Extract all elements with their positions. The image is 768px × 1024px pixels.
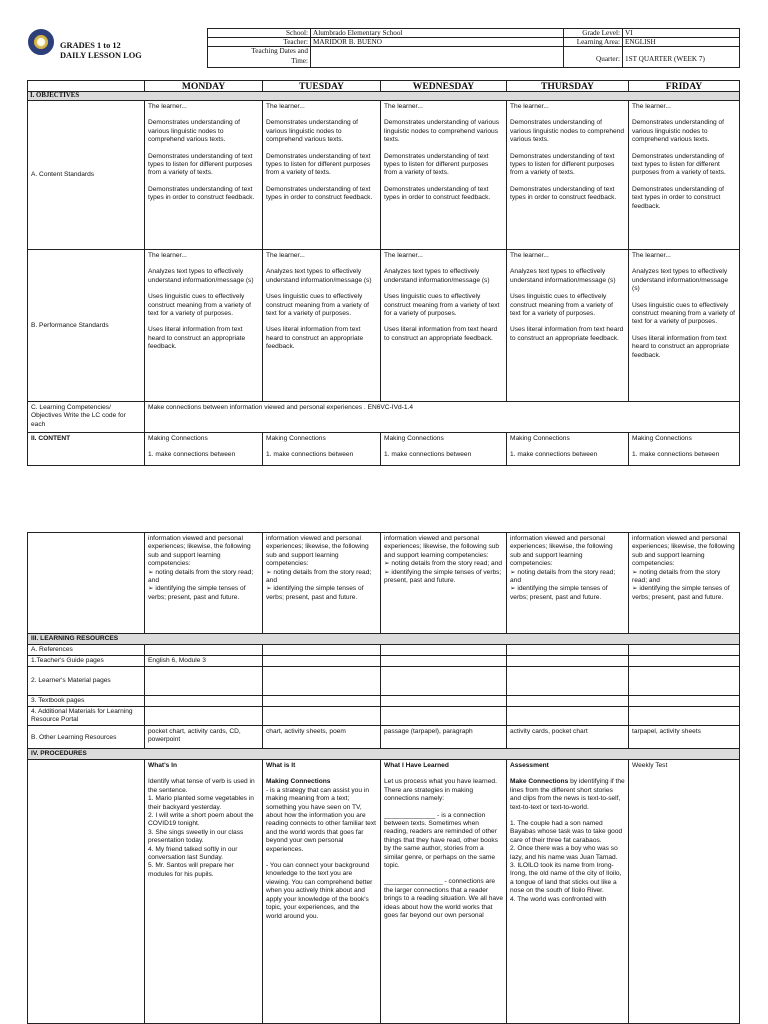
portal-label-cell: 4. Additional Materials for Learning Resource Portal bbox=[27, 706, 145, 726]
school-name: Alumbrado Elementary School bbox=[313, 29, 403, 37]
content-cont-friday: information viewed and personal experiences; likewise, the following sub and support learning competencies: ➢ noting details from the story read; and ➢ identifying the simple tenses of verbs; present, past and future. bbox=[628, 532, 740, 634]
lm-pages-thursday bbox=[506, 666, 629, 696]
content-cont-thursday: information viewed and personal experiences; likewise, the following sub and support learning competencies: ➢ noting details from the story read; and ➢ identifying the simple tenses of verbs; present, past and future. bbox=[506, 532, 629, 634]
objectives-band: I. OBJECTIVES bbox=[27, 91, 740, 101]
quarter-value-cell bbox=[622, 46, 740, 68]
competencies-label-cell: C. Learning Competencies/ Objectives Write the LC code for each bbox=[27, 401, 145, 433]
quarter: 1ST QUARTER (WEEK 7) bbox=[625, 55, 705, 63]
content-cont-tuesday: information viewed and personal experiences; likewise, the following sub and support learning competencies: ➢ noting details from the story read; and ➢ identifying the simple tenses of verbs; present, past and future. bbox=[262, 532, 381, 634]
thursday-proc-title: Assessment bbox=[510, 762, 549, 769]
portal-wednesday bbox=[380, 706, 507, 726]
references-label-cell: A. References bbox=[27, 644, 145, 656]
friday-proc-title: Weekly Test bbox=[632, 762, 668, 769]
procedures-tuesday: What is It Making Connections - is a strategy that can assist you in making meaning from a text; something you have seen on TV, about how the information you are reading connects to other familiar text and the world words that goes far beyond your own personal experiences. - You can connect your background knowledge to the text you are viewing. You can comprehend better when you actively think about and apply your knowledge of the book's topic, your experiences, and the world around you. bbox=[262, 759, 381, 1024]
content-cont-label-cell bbox=[27, 532, 145, 634]
school-label-cell: School: bbox=[207, 28, 311, 38]
performance-standards-wednesday: The learner... Analyzes text types to effectively understand information/message (s) Uses linguistic cues to effectively construct meaning from a variety of text for a variety of purposes. Uses literal information from text heard to construct an appropriate feedback. bbox=[380, 249, 507, 402]
procedures-thursday: Assessment Make Connections by identifying if the lines from the different short stories and clips from the news is text-to-self, text-to-text or text-to-world. 1. The couple had a son named Bayabas whose task was to take good care of their three fat carabaos. 2. Once there was a boy who was so lazy, and his name was Juan Tamad. 3. ILOILO took its name from Irong-Irong, the old name of the city of Iloilo, a tongue of land that sticks out like a nose on the south of Iloilo River. 4. The world was confronted with bbox=[506, 759, 629, 1024]
dates-label-cell: Teaching Dates and Time: bbox=[207, 46, 311, 68]
portal-friday bbox=[628, 706, 740, 726]
teacher-name: MARIDOR B. BUENO bbox=[313, 38, 382, 46]
content-standards-wednesday: The learner... Demonstrates understanding of various linguistic nodes to comprehend various texts. Demonstrates understanding of text types to listen for different purposes from a variety of texts. Demonstrates understanding of text types in order to construct feedback. bbox=[380, 100, 507, 250]
competency-text: Make connections between information viewed and personal experiences . EN6VC-IVd-1.4 bbox=[148, 404, 413, 411]
tb-pages-label-cell: 3. Textbook pages bbox=[27, 695, 145, 707]
other-resources-thursday: activity cards, pocket chart bbox=[506, 725, 629, 749]
performance-standards-thursday: The learner... Analyzes text types to effectively understand information/message (s) Uses linguistic cues to effectively construct meaning from a variety of text for a variety of purposes. Uses literal information from text heard to construct an appropriate feedback. bbox=[506, 249, 629, 402]
day-header-wednesday: WEDNESDAY bbox=[380, 80, 507, 92]
area-label-cell: Learning Area: bbox=[563, 37, 623, 47]
lm-pages-wednesday bbox=[380, 666, 507, 696]
wednesday-proc-title: What I Have Learned bbox=[384, 762, 449, 769]
quarter-label-cell: Quarter: bbox=[563, 46, 623, 68]
other-resources-wednesday: passage (tarpapel), paragraph bbox=[380, 725, 507, 749]
content-cont-monday: information viewed and personal experiences; likewise, the following sub and support learning competencies: ➢ noting details from the story read; and ➢ identifying the simple tenses of verbs; present, past and future. bbox=[144, 532, 263, 634]
content-standards-label-cell: A. Content Standards bbox=[27, 100, 145, 250]
tg-pages-monday: English 6, Module 3 bbox=[144, 655, 263, 667]
procedures-wednesday: What I Have Learned Let us process what you have learned. There are strategies in making connections namely: ______________ - is a connection between texts. Sometimes when reading, readers are reminded of other things that they have read, other books by the same author, stories from a similar genre, or perhaps on the same topic. ________________ - connections are the larger connections that a reader brings to a reading situation. We all have ideas about how the world works that goes far beyond our own personal bbox=[380, 759, 507, 1024]
content-label-cell: II. CONTENT bbox=[27, 432, 145, 466]
performance-standards-label-cell: B. Performance Standards bbox=[27, 249, 145, 402]
tuesday-proc-title: What is It bbox=[266, 762, 296, 769]
grade-label-cell: Grade Level: bbox=[563, 28, 623, 38]
learning-area: ENGLISH bbox=[625, 38, 656, 46]
content-standards-friday: The learner... Demonstrates understanding of various linguistic nodes to comprehend various texts. Demonstrates understanding of text types to listen for different purposes from a variety of texts. Demonstrates understanding of text types in order to construct feedback. bbox=[628, 100, 740, 250]
content-tuesday: Making Connections 1. make connections between bbox=[262, 432, 381, 466]
competencies-value-cell bbox=[144, 401, 740, 433]
content-thursday: Making Connections 1. make connections between bbox=[506, 432, 629, 466]
lm-pages-tuesday bbox=[262, 666, 381, 696]
title-line-2: DAILY LESSON LOG bbox=[60, 51, 142, 60]
portal-thursday bbox=[506, 706, 629, 726]
dates-value-cell bbox=[310, 46, 564, 68]
lm-pages-friday bbox=[628, 666, 740, 696]
other-resources-label-cell: B. Other Learning Resources bbox=[27, 725, 145, 749]
deped-seal-logo bbox=[28, 29, 54, 55]
title-line-1: GRADES 1 to 12 bbox=[60, 41, 121, 50]
other-resources-tuesday: chart, activity sheets, poem bbox=[262, 725, 381, 749]
teacher-label-cell: Teacher: bbox=[207, 37, 311, 47]
grade-level: VI bbox=[625, 29, 633, 37]
lm-pages-label-cell: 2. Learner's Material pages bbox=[27, 666, 145, 696]
day-header-thursday: THURSDAY bbox=[506, 80, 629, 92]
procedures-friday bbox=[628, 759, 740, 1024]
content-wednesday: Making Connections 1. make connections between bbox=[380, 432, 507, 466]
procedures-label-cell bbox=[27, 759, 145, 1024]
performance-standards-friday: The learner... Analyzes text types to effectively understand information/message (s) Uses linguistic cues to effectively construct meaning from a variety of text for a variety of purposes. Uses literal information from text heard to construct an appropriate feedback. bbox=[628, 249, 740, 402]
content-friday: Making Connections 1. make connections between bbox=[628, 432, 740, 466]
tg-pages-label-cell: 1.Teacher's Guide pages bbox=[27, 655, 145, 667]
procedures-monday: What's In Identify what tense of verb is used in the sentence. 1. Mario planted some vegetables in their backyard yesterday. 2. I will write a short poem about the COVID19 tonight. 3. She sings sweetly in our class presentation today. 4. My friend talked softly in our conversation last Sunday. 5. Mr. Santos will prepare her modules for his pupils. bbox=[144, 759, 263, 1024]
performance-standards-monday: The learner... Analyzes text types to effectively understand information/message (s) Uses linguistic cues to effectively construct meaning from a variety of text for a variety of purposes. Uses literal information from text heard to construct an appropriate feedback. bbox=[144, 249, 263, 402]
other-resources-monday: pocket chart, activity cards, CD, powerpoint bbox=[144, 725, 263, 749]
lm-pages-monday bbox=[144, 666, 263, 696]
day-header-friday: FRIDAY bbox=[628, 80, 740, 92]
portal-monday bbox=[144, 706, 263, 726]
other-resources-friday: tarpapel, activity sheets bbox=[628, 725, 740, 749]
portal-tuesday bbox=[262, 706, 381, 726]
content-monday: Making Connections 1. make connections between bbox=[144, 432, 263, 466]
monday-proc-title: What's In bbox=[148, 762, 178, 769]
content-standards-tuesday: The learner... Demonstrates understanding of various linguistic nodes to comprehend various texts. Demonstrates understanding of text types to listen for different purposes from a variety of texts. Demonstrates understanding of text types in order to construct feedback. bbox=[262, 100, 381, 250]
day-header-monday: MONDAY bbox=[144, 80, 263, 92]
content-standards-monday: The learner... Demonstrates understanding of various linguistic nodes to comprehend various texts. Demonstrates understanding of text types to listen for different purposes from a variety of texts. Demonstrates understanding of text types in order to construct feedback. bbox=[144, 100, 263, 250]
day-header-tuesday: TUESDAY bbox=[262, 80, 381, 92]
content-cont-wednesday: information viewed and personal experiences; likewise, the following sub and support learning competencies: ➢ noting details from the story read; and ➢ identifying the simple tenses of verbs; present, past and future. bbox=[380, 532, 507, 634]
learning-resources-band: III. LEARNING RESOURCES bbox=[27, 633, 740, 645]
content-standards-thursday: The learner... Demonstrates understanding of various linguistic nodes to comprehend various texts. Demonstrates understanding of text types to listen for different purposes from a variety of texts. Demonstrates understanding of text types in order to construct feedback. bbox=[506, 100, 629, 250]
procedures-band: IV. PROCEDURES bbox=[27, 748, 740, 760]
performance-standards-tuesday: The learner... Analyzes text types to effectively understand information/message (s) Uses linguistic cues to effectively construct meaning from a variety of text for a variety of purposes. Uses literal information from text heard to construct an appropriate feedback. bbox=[262, 249, 381, 402]
